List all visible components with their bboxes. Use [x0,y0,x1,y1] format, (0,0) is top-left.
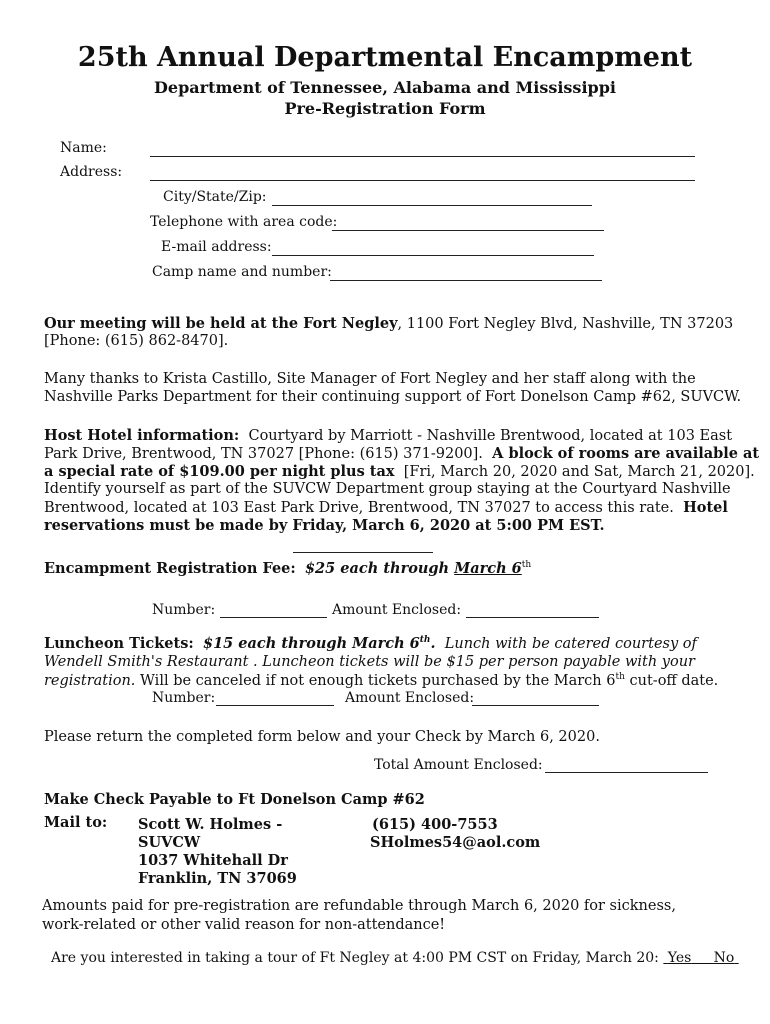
registration-amount-field[interactable] [466,617,599,618]
mail-address-line-3: 1037 Whitehall Dr [138,852,288,869]
form-subtitle-type: Pre-Registration Form [284,99,486,118]
registration-fee: $25 each through March 6 [304,560,522,577]
return-instructions: Please return the completed form below and your Check by March 6, 2020. [44,729,600,745]
hotel-deadline: reservations must be made by Friday, March 6, 2020 at 5:00 PM EST. [44,517,605,534]
hotel-line-2 [44,445,759,462]
refund-line-1: Amounts paid for pre-registration are refundable through March 6, 2020 for sickness, [42,898,676,914]
tour-question [51,950,739,966]
city-field[interactable] [272,205,592,206]
mail-address-line-2: SUVCW [138,834,201,851]
address-field[interactable] [150,180,695,181]
mail-address-line-1: Scott W. Holmes - [138,816,283,833]
hotel-line-1 [44,427,732,444]
luncheon-line-2: Wendell Smith's Restaurant . Luncheon tickets will be $15 per person payable with your [44,654,695,670]
tour-question-text: Are you interested in taking a tour of Ft Negley at 4:00 PM CST on Friday, March 20: [51,950,659,966]
hotel-line-4: Identify yourself as part of the SUVCW Department group staying at the Courtyard Nashville [44,481,731,497]
tour-yes-option[interactable]: Yes [667,950,692,966]
registration-line: Encampment Registration Fee: $25 each through March 6th [44,560,532,577]
total-amount-field[interactable] [545,772,708,773]
hotel-text: Courtyard by Marriott - Nashville Brentwood, located at 103 East [248,428,733,444]
hotel-access: Brentwood, located at 103 East Park Drive, Brentwood, TN 37027 to access this rate. [44,500,674,516]
luncheon-amount-field[interactable] [472,705,599,706]
phone-label: Telephone with area code: [150,214,338,230]
luncheon-line-3: registration. Will be canceled if not enough tickets purchased by the March 6th cut-off date. [44,672,719,689]
meeting-address: , 1100 Fort Negley Blvd, Nashville, TN 37203 [397,316,734,332]
form-subtitle-department: Department of Tennessee, Alabama and Mississippi [154,78,616,97]
name-label: Name: [60,140,107,156]
meeting-bold: Our meeting will be held at the Fort Negley [44,315,398,332]
email-field[interactable] [272,255,594,256]
address-label: Address: [60,164,123,180]
hotel-line-5 [44,499,728,516]
luncheon-number-field[interactable] [216,705,334,706]
registration-top-rule [293,552,433,553]
thanks-line-1: Many thanks to Krista Castillo, Site Manager of Fort Negley and her staff along with the [44,371,696,387]
luncheon-catering: Lunch with be catered courtesy of [444,636,697,652]
city-label: City/State/Zip: [163,189,267,205]
hotel-address: Park Drive, Brentwood, TN 37027 [Phone: (615) 371-9200]. [44,446,483,462]
meeting-line-1 [44,315,733,332]
luncheon-line-1: Luncheon Tickets: $15 each through March 6th. Lunch with be catered courtesy of [44,635,697,652]
thanks-line-2: Nashville Parks Department for their continuing support of Fort Donelson Camp #62, SUVCW. [44,389,742,405]
email-label: E-mail address: [161,239,272,255]
luncheon-amount-label: Amount Enclosed: [345,690,475,706]
luncheon-number-label: Number: [152,690,216,706]
hotel-dates: [Fri, March 20, 2020 and Sat, March 21, 2020]. [403,464,755,480]
registration-label: Encampment Registration Fee: [44,560,296,577]
form-title: 25th Annual Departmental Encampment [77,42,693,73]
hotel-label: Host Hotel information: [44,427,240,444]
meeting-phone: [Phone: (615) 862-8470]. [44,333,229,349]
mail-address-line-4: Franklin, TN 37069 [138,870,297,887]
hotel-block-note: A block of rooms are available at [492,445,760,462]
hotel-bold-word: Hotel [683,499,728,516]
registration-amount-label: Amount Enclosed: [332,602,462,618]
tour-answer[interactable] [663,950,738,966]
hotel-rate: a special rate of $109.00 per night plus tax [44,463,395,480]
hotel-line-3 [44,463,755,480]
tour-no-option[interactable]: No [713,950,735,966]
phone-field[interactable] [332,230,604,231]
refund-line-2: work-related or other valid reason for non-attendance! [42,917,446,933]
registration-number-label: Number: [152,602,216,618]
total-amount-label: Total Amount Enclosed: [374,757,543,773]
mail-to-label: Mail to: [44,814,108,831]
registration-number-field[interactable] [220,617,327,618]
contact-email: SHolmes54@aol.com [370,834,541,851]
contact-phone: (615) 400-7553 [372,816,498,833]
luncheon-price: $15 each through March 6 [202,635,420,652]
camp-field[interactable] [330,280,602,281]
camp-label: Camp name and number: [152,264,332,280]
name-field[interactable] [150,156,695,157]
luncheon-label: Luncheon Tickets: [44,635,194,652]
check-payable: Make Check Payable to Ft Donelson Camp #62 [44,791,425,808]
